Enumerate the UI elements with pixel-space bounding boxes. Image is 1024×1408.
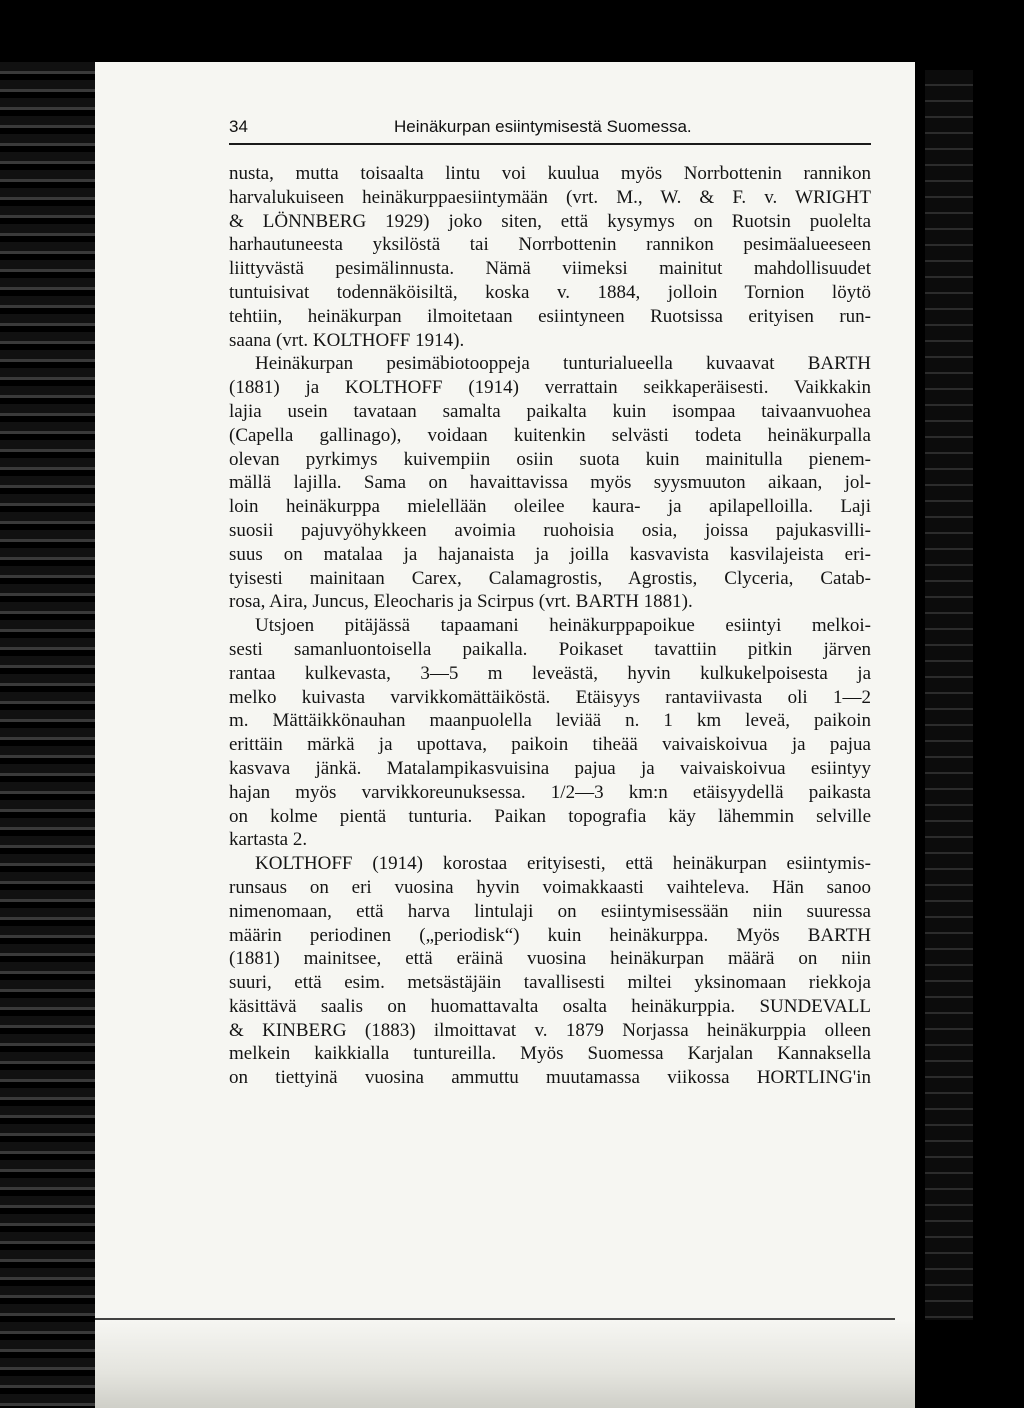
text-line: sesti samanluontoisella paikalla. Poikaset tavattiin pitkin järven [229,638,871,660]
text-line: käsittävä saalis on huomattavalta osalta heinäkurppia. SUNDEVALL [229,995,871,1017]
scan-top-border [0,0,1024,62]
text-line: (1881) ja KOLTHOFF (1914) verrattain seikkaperäisesti. Vaikkakin [229,377,871,399]
text-line: tyisesti mainitaan Carex, Calamagrostis, Agrostis, Clyceria, Catab- [229,567,871,589]
text-line: kartasta 2. [229,829,308,851]
text-line: määrin periodinen („periodisk“) kuin heinäkurppa. Myös BARTH [229,924,871,946]
book-page [95,62,915,1408]
text-line: melkein kaikkialla tuntureilla. Myös Suomessa Karjalan Kannaksella [229,1043,871,1065]
header-rule [229,143,871,145]
text-line: liittyvästä pesimälinnusta. Nämä viimeksi mainitut mahdollisuudet [229,258,871,280]
text-line: (1881) mainitsee, että eräinä vuosina heinäkurpan määrä on niin [229,948,871,970]
text-line: harhautuneesta yksilöstä tai Norrbottenin rannikon pesimäalueeseen [229,234,871,256]
body-text [229,162,871,1090]
text-line: (Capella gallinago), voidaan kuitenkin selvästi todeta heinäkurpalla [229,424,871,446]
text-line: suuri, että esim. metsästäjäin tavallisesti miltei yksinomaan riekkoja [229,972,871,994]
text-line: suosii pajuvyöhykkeen avoimia ruohoisia osia, joissa pajukasvilli- [229,519,871,541]
text-line: erittäin märkä ja upottava, paikoin tiheää vaivaiskoivua ja pajua [229,734,871,756]
text-line: runsaus on eri vuosina hyvin voimakkaasti vaihteleva. Hän sanoo [229,876,871,898]
text-line: & KINBERG (1883) ilmoittavat v. 1879 Norjassa heinäkurppia olleen [229,1019,871,1041]
scan-left-border [0,62,95,1408]
text-line: Utsjoen pitäjässä tapaamani heinäkurppapoikue esiintyi melkoi- [255,615,871,637]
page-number: 34 [229,117,248,136]
text-line: loin heinäkurppa mielellään oleilee kaura- ja apilapelloilla. Laji [229,496,871,518]
text-line: tehtiin, heinäkurpan ilmoitetaan esiintyneen Ruotsissa erityisen run- [229,305,871,327]
text-line: Heinäkurpan pesimäbiotooppeja tunturialueella kuvaavat BARTH [255,353,871,375]
text-line: lajia usein tavataan samalta paikalta kuin isompaa taivaanvuohea [229,400,871,422]
text-line: m. Mättäikkönauhan maanpuolella leviää n. 1 km leveä, paikoin [229,710,871,732]
text-line: KOLTHOFF (1914) korostaa erityisesti, että heinäkurpan esiintymis- [255,853,871,875]
text-line: mällä lajilla. Sama on havaittavissa myös syysmuuton aikaan, jol- [229,472,871,494]
text-line: harvalukuiseen heinäkurppaesiintymään (vrt. M., W. & F. v. WRIGHT [229,186,871,208]
text-line: on kolme pientä tunturia. Paikan topografia käy lähemmin selville [229,805,871,827]
text-line: suus on matalaa ja hajanaista ja joilla kasvavista kasvilajeista eri- [229,543,871,565]
text-line: rosa, Aira, Juncus, Eleocharis ja Scirpus (vrt. BARTH 1881). [229,591,693,613]
text-line: hajan myös varvikkoreunuksessa. 1/2—3 km:n etäisyydellä paikasta [229,781,871,803]
text-line: on tiettyinä vuosina ammuttu muutamassa viikossa HORTLING'in [229,1067,871,1089]
text-line: tuntuisivat todennäköisiltä, koska v. 1884, jolloin Tornion löytö [229,281,871,303]
running-title: Heinäkurpan esiintymisestä Suomessa. [394,117,692,136]
text-line: nusta, mutta toisaalta lintu voi kuulua myös Norrbottenin rannikon [229,163,871,184]
text-line: olevan pyrkimys kuivempiin osiin suota kuin mainitulla pienem- [229,448,871,470]
text-line: saana (vrt. KOLTHOFF 1914). [229,329,465,351]
text-line: kasvava jänkä. Matalampikasvuisina pajua ja vaivaiskoivua esiintyy [229,757,871,779]
text-line: nimenomaan, että harva lintulaji on esiintymisessään niin suuressa [229,900,871,922]
text-line: melko kuivasta varvikkomättäiköstä. Etäisyys rantaviivasta oli 1—2 [229,686,871,708]
page-bottom-edge [95,1320,915,1408]
text-line: & LÖNNBERG 1929) joko siten, että kysymys on Ruotsin puolelta [229,210,871,232]
text-line: rantaa kulkevasta, 3—5 m leveästä, hyvin kulkukelpoisesta ja [229,662,871,684]
scan-right-edge-strip [925,70,973,1320]
running-head [229,117,869,145]
